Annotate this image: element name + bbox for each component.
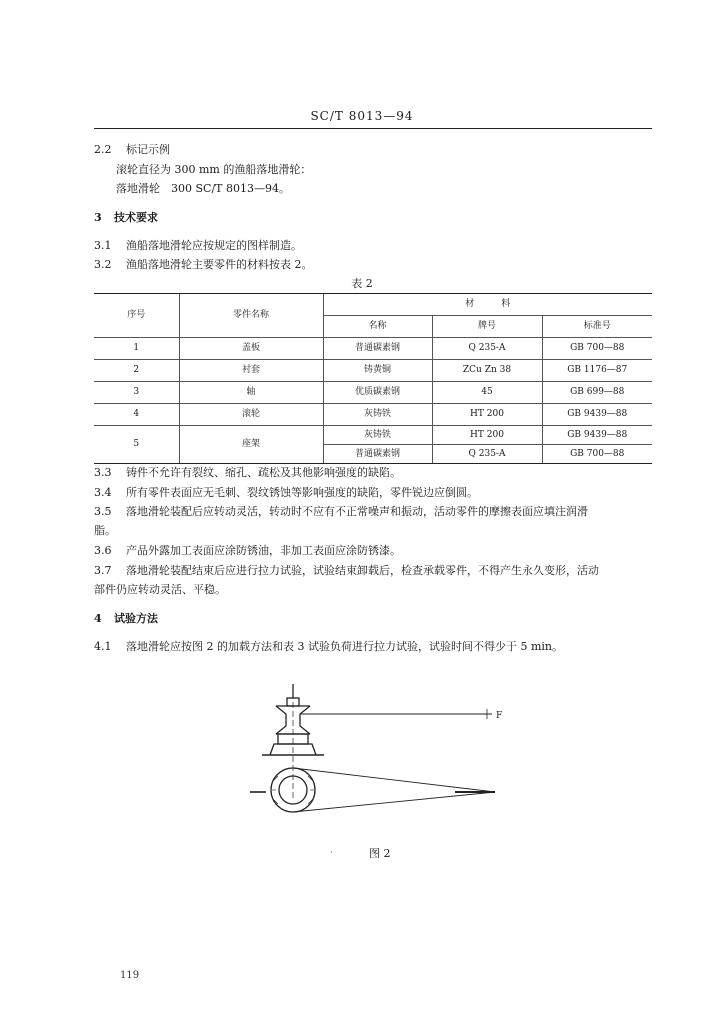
cell-grade: Q 235-A	[432, 445, 542, 464]
item-number: 3.7	[94, 564, 112, 577]
item-3-5-continued: 脂。	[94, 524, 116, 537]
loading-method-figure	[240, 680, 510, 830]
item-3-4	[94, 484, 478, 500]
cell-part: 轴	[179, 382, 323, 404]
item-text: 落地滑轮装配结束后应进行拉力试验，试验结束卸载后，检查承载零件，不得产生永久变形，活动	[126, 564, 599, 577]
section-title: 技术要求	[114, 211, 158, 224]
header-standard: 标准号	[542, 316, 652, 338]
cell-seq: 4	[94, 404, 179, 426]
item-text: 渔船落地滑轮主要零件的材料按表 2。	[126, 258, 313, 271]
cell-seq: 2	[94, 360, 179, 382]
cell-part: 滚轮	[179, 404, 323, 426]
header-material: 材 料	[323, 294, 652, 316]
item-text: 产品外露加工表面应涂防锈油，非加工表面应涂防锈漆。	[126, 544, 401, 557]
cell-standard: GB 9439—88	[542, 404, 652, 426]
header-seq: 序号	[94, 294, 179, 338]
cell-grade: HT 200	[432, 404, 542, 426]
cell-seq: 3	[94, 382, 179, 404]
item-3-2	[94, 256, 313, 272]
pulley-flange-right	[300, 706, 310, 734]
material-table	[94, 293, 652, 464]
section-4-heading	[94, 610, 158, 626]
cell-grade: HT 200	[432, 426, 542, 445]
item-number: 3.5	[94, 505, 112, 518]
section-number: 3	[94, 211, 102, 224]
section-number: 4	[94, 612, 102, 625]
table-caption: 表 2	[351, 277, 373, 290]
item-number: 4.1	[94, 640, 112, 653]
table-row	[94, 382, 652, 404]
cell-standard: GB 700—88	[542, 445, 652, 464]
item-3-3	[94, 464, 401, 480]
table-row	[94, 338, 652, 360]
cell-seq: 5	[94, 426, 179, 464]
table-row	[94, 404, 652, 426]
item-number: 3.3	[94, 466, 112, 479]
cell-name: 铸黄铜	[323, 360, 432, 382]
cell-name: 普通碳素钢	[323, 445, 432, 464]
cell-part: 座架	[179, 426, 323, 464]
cell-name: 灰铸铁	[323, 426, 432, 445]
section-title: 标记示例	[126, 143, 170, 156]
example-line-1: 滚轮直径为 300 mm 的渔船落地滑轮：	[116, 163, 312, 176]
table-header-row	[94, 294, 652, 316]
item-3-1	[94, 237, 302, 253]
cell-name: 灰铸铁	[323, 404, 432, 426]
item-number: 3.2	[94, 258, 112, 271]
force-label: F	[496, 711, 503, 721]
table-row	[94, 426, 652, 445]
item-text: 渔船落地滑轮应按规定的图样制造。	[126, 239, 302, 252]
item-4-1	[94, 638, 563, 654]
cell-grade: 45	[432, 382, 542, 404]
item-number: 3.4	[94, 486, 112, 499]
figure-caption: 图 2	[369, 847, 391, 860]
header-name: 名称	[323, 316, 432, 338]
cell-name: 普通碳素钢	[323, 338, 432, 360]
dot-mark: ·	[330, 848, 333, 858]
item-text: 铸件不允许有裂纹、缩孔、疏松及其他影响强度的缺陷。	[126, 466, 401, 479]
cell-grade: ZCu Zn 38	[432, 360, 542, 382]
section-2-2-heading	[94, 141, 170, 157]
table-row	[94, 360, 652, 382]
rope-lower	[293, 792, 495, 812]
cell-standard: GB 1176—87	[542, 360, 652, 382]
item-3-6	[94, 542, 401, 558]
header-rule	[94, 128, 652, 129]
item-text: 落地滑轮装配后应转动灵活，转动时不应有不正常噪声和振动，活动零件的摩擦表面应填注润滑	[126, 505, 588, 518]
header-grade: 牌号	[432, 316, 542, 338]
item-3-7	[94, 562, 599, 578]
cell-standard: GB 699—88	[542, 382, 652, 404]
item-number: 3.1	[94, 239, 112, 252]
cell-standard: GB 9439—88	[542, 426, 652, 445]
example-line-2: 落地滑轮 300 SC/T 8013—94。	[116, 182, 290, 195]
item-3-7-continued: 部件仍应转动灵活、平稳。	[94, 583, 226, 596]
cell-grade: Q 235-A	[432, 338, 542, 360]
rope-upper	[293, 768, 495, 792]
cell-part: 盖板	[179, 338, 323, 360]
section-number: 2.2	[94, 143, 112, 156]
cell-standard: GB 700—88	[542, 338, 652, 360]
page-number: 119	[120, 970, 140, 981]
pulley-flange-left	[276, 706, 286, 734]
item-text: 落地滑轮应按图 2 的加载方法和表 3 试验负荷进行拉力试验，试验时间不得少于 5 min。	[126, 640, 564, 653]
pulley-inner-circle	[279, 776, 307, 804]
item-3-5	[94, 503, 588, 519]
cell-name: 优质碳素钢	[323, 382, 432, 404]
item-number: 3.6	[94, 544, 112, 557]
section-3-heading	[94, 209, 158, 225]
cell-seq: 1	[94, 338, 179, 360]
page-header: SC/T 8013—94	[310, 109, 414, 123]
cell-part: 衬套	[179, 360, 323, 382]
header-part: 零件名称	[179, 294, 323, 338]
section-title: 试验方法	[114, 612, 158, 625]
item-text: 所有零件表面应无毛刺、裂纹锈蚀等影响强度的缺陷，零件锐边应倒圆。	[126, 486, 478, 499]
